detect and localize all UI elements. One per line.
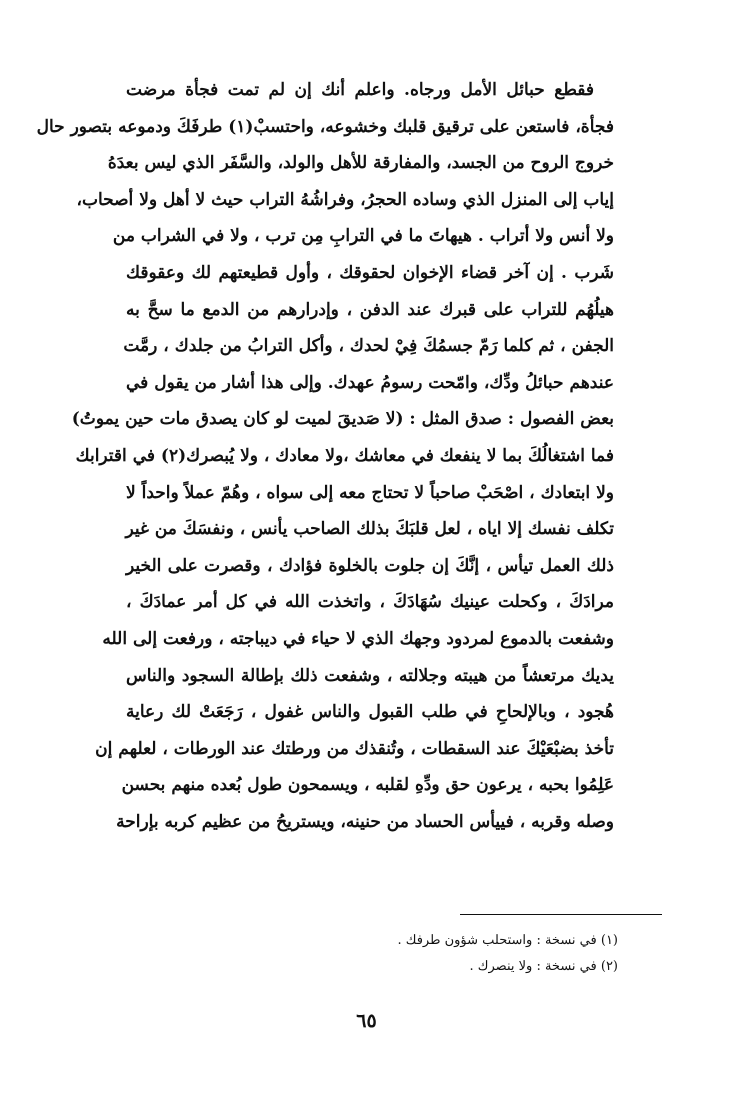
text-line: ولا ابتعادك ، اصْحَبْ صاحباً لا تحتاج معه إلى سواه ، وهُمّ عملاً واحداً لا [126,482,614,503]
text-line: ذلك العمل تيأس ، إنَّكَ إن جلوت بالخلوة فؤادك ، وقصرت على الخير [126,555,614,576]
text-line: ولا أنس ولا أتراب . هيهاتَ ما في الترابِ مِن ترب ، ولا في الشراب من [112,226,614,247]
footnote: (٢) في نسخة : ولا ينصرك . [469,959,618,974]
main-text-block [36,72,614,840]
text-line: هيلُهُم للتراب على قبرك عند الدفن ، وإدرارهم من الدمع ما سحَّ به [126,299,614,320]
page-number: ٦٥ [356,1010,377,1032]
footnote: (١) في نسخة : واستحلب شؤون طرفك . [397,933,618,948]
text-line: الجفن ، ثم كلما رَمّ جسمُكَ فِيْ لحدك ، وأكل الترابُ من جلدك ، رمَّت [123,336,614,357]
text-line: وصله وقربه ، فييأس الحساد من حنينه، ويستريحُ من عظيم كربه بإراحة [116,811,614,832]
text-line: عَلِمُوا بحبه ، يرعون حق ودِّهِ لقلبه ، ويسمحون طول بُعده منهم بحسن [121,775,614,796]
text-line: فما اشتغالُكَ بما لا ينفعك في معاشك ،ولا معادك ، ولا يُبصرك(٢) في اقترابك [75,445,614,466]
text-line: خروج الروح من الجسد، والمفارقة للأهل والولد، والسَّفَر الذي ليس بعدَهُ [107,153,614,174]
text-line: فقطع حبائل الأمل ورجاه. واعلم أنك إن لم تمت فجأة مرضت [126,80,594,100]
text-line: مرادَكَ ، وكحلت عينيك سُهَادَكَ ، واتخذت الله في كل أمر عمادَكَ ، [126,592,614,613]
text-line: وشفعت بالدموع لمردود وجهك الذي لا حياء في ديباجته ، ورفعت إلى الله [102,628,614,649]
text-line: بعض الفصول : صدق المثل : (لا صَديقَ لميت لو كان يصدق مات حين يموتُ) [71,409,614,430]
text-line: إياب إلى المنزل الذي وساده الحجرُ، وفراشُهُ التراب حيث لا أهل ولا أصحاب، [76,189,614,210]
text-line: تكلف نفسك إلا اياه ، لعل قلبَكَ بذلك الصاحب يأنس ، ونفسَكَ من غير [125,519,614,540]
text-line: هُجود ، وبالإلحاحِ في طلب القبول والناس غفول ، رَجَعَتْ لك رعاية [126,702,614,723]
text-line: يديك مرتعشاً من هيبته وجلالته ، وشفعت ذلك بإطالة السجود والناس [126,665,614,686]
text-line: تأخذ بضبْعَيْكَ عند السقطات ، وتُنقذك من ورطتك عند الورطات ، لعلهم إن [95,738,614,759]
text-line: عندهم حبائلُ ودِّك، وامّحت رسومُ عهدك. وإلى هذا أشار من يقول في [126,372,614,393]
text-line: شَرب . إن آخر قضاء الإخوان لحقوقك ، وأول قطيعتهم لك وعقوقك [126,262,614,283]
text-line: فجأة، فاستعن على ترقيق قلبك وخشوعه، واحتسبْ(١) طرفَكَ ودموعه بتصور حال [36,116,614,137]
footnotes [300,928,618,980]
footnote-divider [460,914,662,915]
